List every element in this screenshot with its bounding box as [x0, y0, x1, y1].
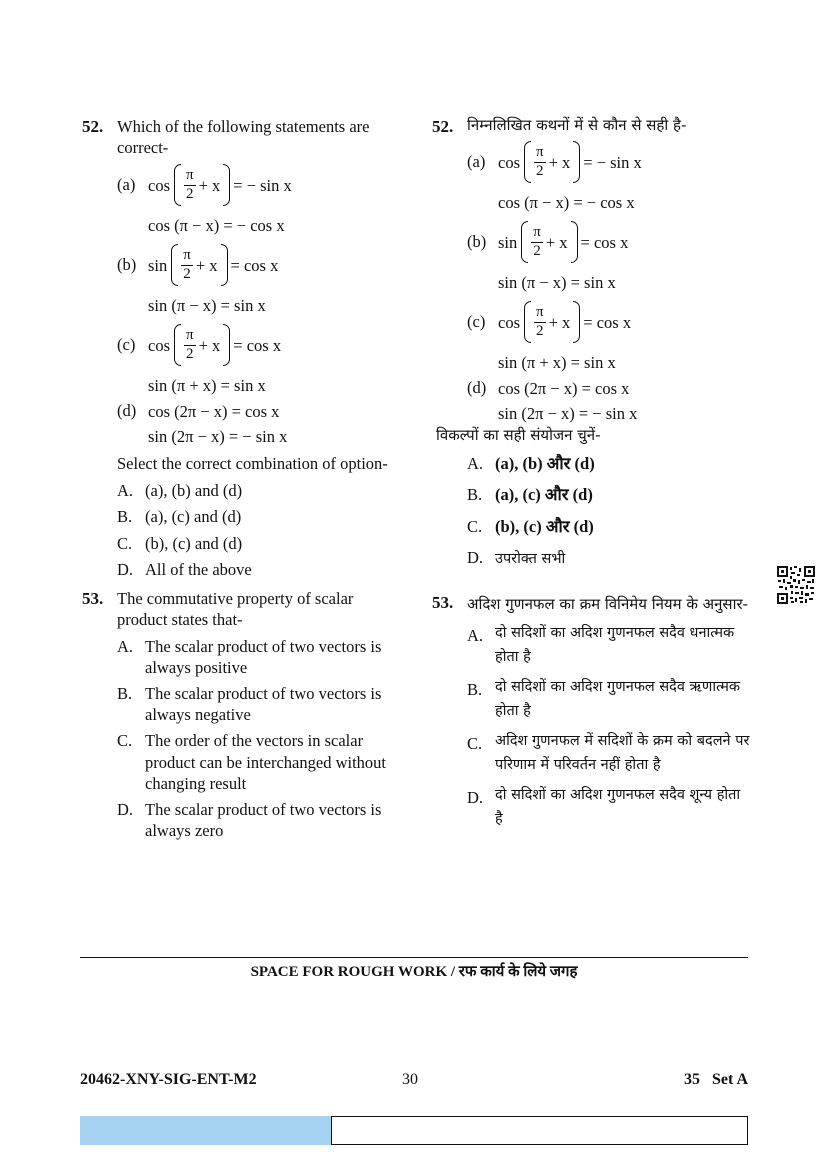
option-label: A.	[117, 481, 134, 501]
set-label: 35 Set A	[684, 1071, 748, 1088]
page-number: 30	[402, 1071, 418, 1088]
option-a[interactable]	[117, 636, 402, 678]
statement-c	[467, 297, 752, 373]
fraction: $\frac{\pi}{2}$	[186, 326, 194, 362]
question-text: निम्नलिखित कथनों में से कौन से सही है-	[467, 116, 687, 134]
rough-work-label: SPACE FOR ROUGH WORK / रफ कार्य के लिये जगह	[250, 964, 578, 980]
formula-line-2: sin (2π − x) = − sin x	[148, 426, 288, 446]
statement-label: (a)	[467, 152, 486, 172]
option-label: C.	[467, 733, 483, 753]
option-d[interactable]	[467, 547, 752, 569]
options-list	[117, 480, 402, 579]
option-label: A.	[467, 454, 484, 474]
formula-line-2: cos (π − x) = − cos x	[148, 215, 285, 235]
option-label: B.	[117, 507, 133, 527]
fraction: $\frac{\pi}{2}$	[536, 143, 544, 179]
func-name: cos	[148, 175, 170, 195]
statement-d	[467, 377, 752, 424]
option-text: (a), (b) and (d)	[145, 481, 243, 501]
statement-label: (c)	[117, 335, 136, 355]
option-b[interactable]	[117, 683, 402, 725]
option-label: D.	[467, 547, 484, 567]
formula-line-2: sin (π + x) = sin x	[148, 375, 266, 395]
big-paren: $\frac{\pi}{2}$ + x	[521, 220, 577, 264]
option-b[interactable]	[467, 676, 752, 724]
formula-line-2: sin (π + x) = sin x	[498, 352, 616, 372]
question-53-en	[82, 588, 402, 841]
option-text: All of the above	[145, 559, 252, 579]
option-text: दो सदिशों का अदिश गुणनफल सदैव धनात्मक होता है	[495, 625, 735, 666]
option-c[interactable]	[117, 533, 402, 554]
question-number: 53.	[82, 588, 104, 608]
option-c[interactable]	[467, 516, 752, 537]
question-text: अदिश गुणनफल का क्रम विनिमेय नियम के अनुसार-	[467, 595, 748, 614]
option-text: The scalar product of two vectors is always positive	[145, 636, 382, 678]
formula-line-1	[148, 320, 402, 370]
option-label: C.	[467, 516, 483, 536]
option-label: B.	[467, 485, 483, 505]
formula-rhs: = cos x	[580, 232, 629, 252]
option-text: (b), (c) और (d)	[495, 516, 594, 536]
formula-line-1	[498, 137, 752, 187]
statement-label: (d)	[117, 401, 137, 421]
qr-code-icon	[776, 565, 816, 605]
option-text: (a), (c) and (d)	[145, 507, 242, 527]
func-name: cos	[498, 312, 520, 332]
hindi-column	[432, 116, 752, 837]
page-footer	[80, 1070, 748, 1092]
option-label: A.	[117, 636, 134, 656]
statement-label: (d)	[467, 378, 487, 398]
formula-rhs: = − sin x	[583, 152, 642, 172]
formula-rhs: = cos x	[233, 335, 282, 355]
question-number: 52.	[432, 117, 454, 136]
option-d[interactable]	[117, 799, 402, 841]
option-text: उपरोक्त सभी	[495, 550, 566, 567]
func-name: cos	[148, 335, 170, 355]
big-paren: $\frac{\pi}{2}$ + x	[174, 163, 230, 207]
question-text: Which of the following statements are correct-	[117, 117, 370, 158]
option-text: The scalar product of two vectors is always zero	[145, 799, 382, 840]
question-number: 52.	[82, 117, 104, 136]
english-column	[82, 116, 402, 846]
statement-b	[117, 240, 402, 316]
option-label: D.	[467, 787, 484, 807]
statement-a	[467, 137, 752, 213]
statement-b	[467, 217, 752, 293]
fraction: $\frac{\pi}{2}$	[183, 246, 191, 282]
formula-line-1	[148, 240, 402, 290]
func-name: sin	[148, 255, 168, 275]
options-list	[467, 453, 752, 568]
option-label: D.	[117, 799, 134, 819]
fraction: $\frac{\pi}{2}$	[533, 223, 541, 259]
option-b[interactable]	[467, 484, 752, 505]
formula-rhs: = cos x	[583, 312, 632, 332]
formula-line-1	[498, 297, 752, 347]
options-list	[117, 636, 402, 841]
formula-line-2: cos (π − x) = − cos x	[498, 192, 635, 212]
formula-line-2: sin (π − x) = sin x	[148, 295, 266, 315]
instruction-text: विकल्पों का सही संयोजन चुनें-	[436, 426, 601, 445]
formula-line-1	[148, 160, 402, 210]
option-label: B.	[467, 680, 483, 700]
paper-code: 20462-XNY-SIG-ENT-M2	[80, 1071, 257, 1088]
formula-line-1: cos (2π − x) = cos x	[148, 401, 280, 421]
statement-label: (c)	[467, 312, 486, 332]
option-text: दो सदिशों का अदिश गुणनफल सदैव ऋणात्मक होता है	[495, 679, 741, 720]
option-label: C.	[117, 731, 133, 751]
footer-blue-bar	[80, 1116, 331, 1145]
option-text: (a), (b) और (d)	[495, 454, 595, 474]
option-text: अदिश गुणनफल में सदिशों के क्रम को बदलने पर परिणाम में परिवर्तन नहीं होता है	[495, 732, 750, 773]
option-text: The order of the vectors in scalar product can be interchanged without changing result	[145, 731, 386, 793]
question-52-en	[82, 116, 402, 580]
option-a[interactable]	[467, 622, 752, 670]
big-paren: $\frac{\pi}{2}$ + x	[174, 323, 230, 367]
question-53-hi	[432, 592, 752, 831]
formula-line-2: sin (π − x) = sin x	[498, 272, 616, 292]
option-label: C.	[117, 533, 133, 553]
footer-outline-box	[331, 1116, 748, 1145]
option-c[interactable]	[467, 730, 752, 778]
statement-d	[117, 400, 402, 447]
formula-line-2: sin (2π − x) = − sin x	[498, 403, 638, 423]
instruction-text: Select the correct combination of option-	[117, 454, 388, 474]
func-name: sin	[498, 232, 518, 252]
option-text: (a), (c) और (d)	[495, 485, 593, 505]
formula-line-1: cos (2π − x) = cos x	[498, 378, 630, 398]
option-text: (b), (c) and (d)	[145, 533, 243, 553]
option-a[interactable]	[467, 453, 752, 474]
question-text: The commutative property of scalar product states that-	[117, 588, 354, 629]
option-c[interactable]	[117, 730, 402, 793]
question-number: 53.	[432, 593, 454, 613]
option-label: D.	[117, 559, 134, 579]
statement-label: (b)	[117, 255, 137, 275]
big-paren: $\frac{\pi}{2}$ + x	[524, 300, 580, 344]
option-b[interactable]	[117, 506, 402, 527]
option-label: B.	[117, 684, 133, 704]
fraction: $\frac{\pi}{2}$	[186, 166, 194, 202]
formula-rhs: = − sin x	[233, 175, 292, 195]
statement-label: (a)	[117, 175, 136, 195]
func-name: cos	[498, 152, 520, 172]
statement-a	[117, 160, 402, 236]
rough-work-divider	[80, 957, 748, 958]
statement-label: (b)	[467, 232, 487, 252]
option-d[interactable]	[467, 784, 752, 832]
formula-line-1	[498, 217, 752, 267]
formula-rhs: = cos x	[230, 255, 279, 275]
option-text: The scalar product of two vectors is always negative	[145, 684, 382, 725]
option-text: दो सदिशों का अदिश गुणनफल सदैव शून्य होता है	[495, 786, 741, 827]
option-label: A.	[467, 626, 484, 646]
big-paren: $\frac{\pi}{2}$ + x	[171, 243, 227, 287]
option-d[interactable]	[117, 559, 402, 580]
option-a[interactable]	[117, 480, 402, 501]
statement-c	[117, 320, 402, 396]
big-paren: $\frac{\pi}{2}$ + x	[524, 140, 580, 184]
options-list	[467, 622, 752, 831]
fraction: $\frac{\pi}{2}$	[536, 303, 544, 339]
question-52-hi	[432, 116, 752, 568]
